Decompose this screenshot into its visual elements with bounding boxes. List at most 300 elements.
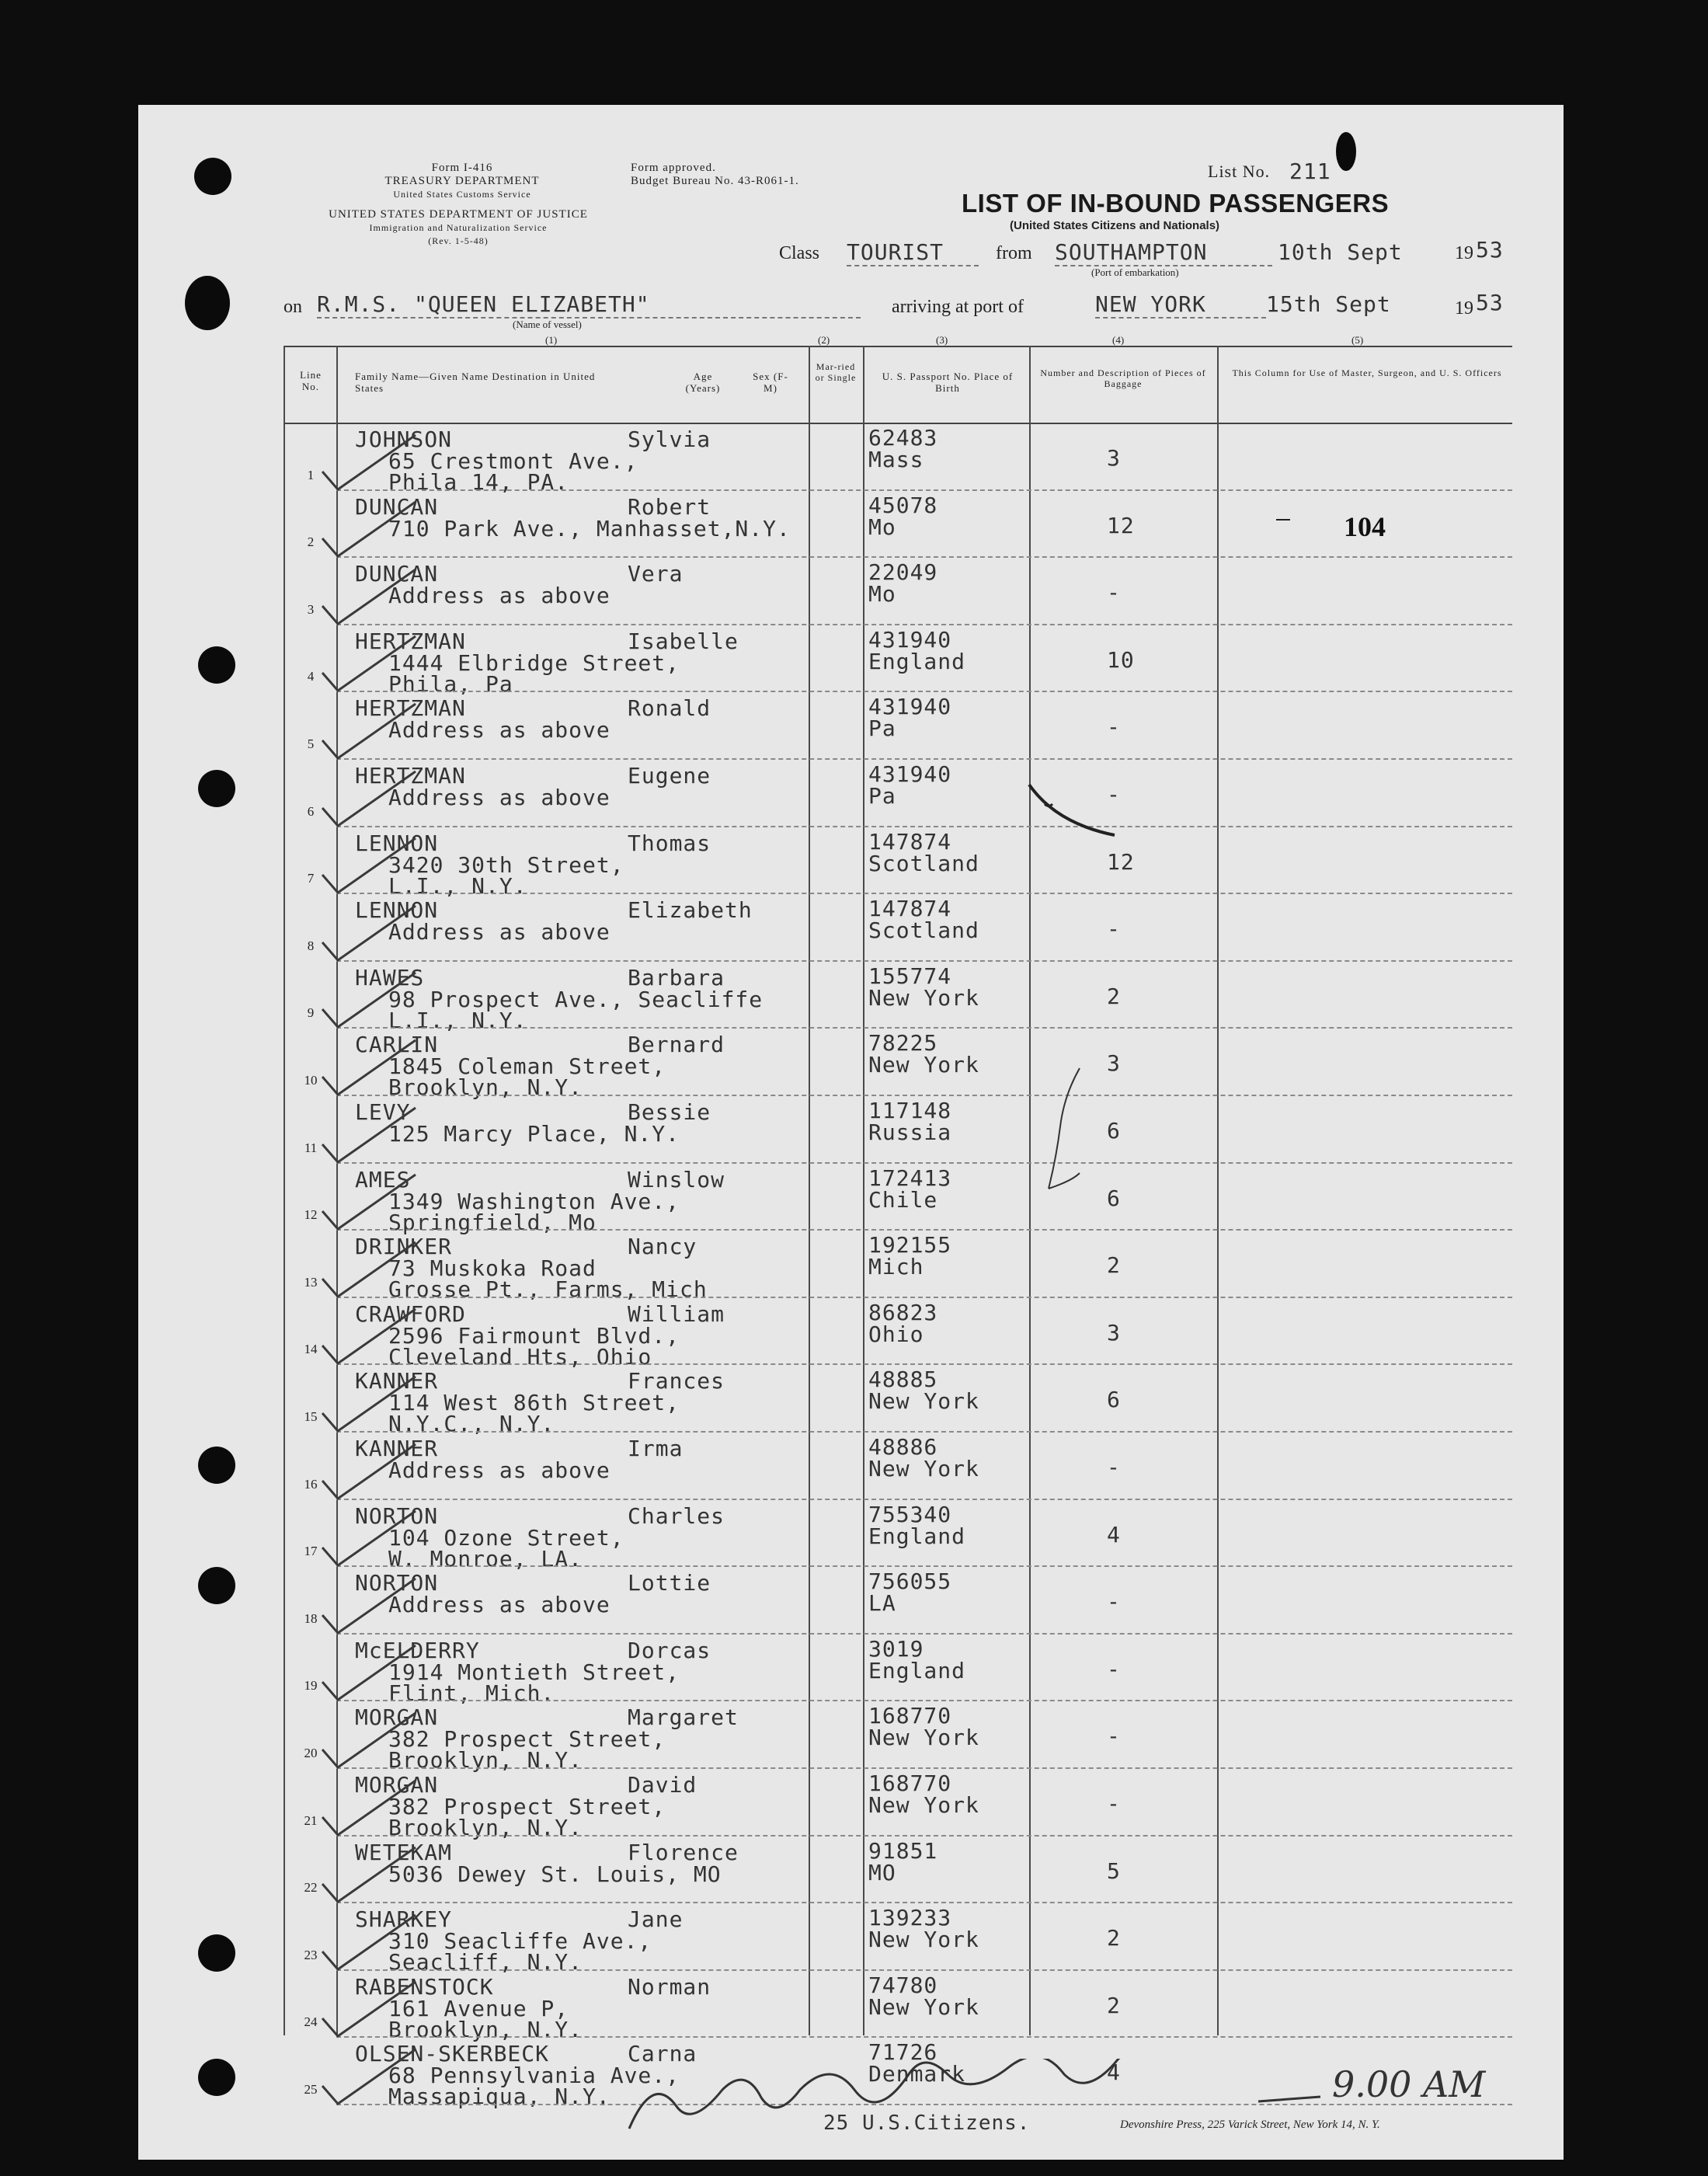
col-number-3: (3) bbox=[936, 334, 948, 346]
place-of-birth: Pa bbox=[868, 715, 896, 742]
table-row bbox=[284, 692, 1512, 760]
line-number: 15 bbox=[304, 1408, 318, 1424]
place-of-birth: MO bbox=[868, 1859, 896, 1885]
baggage-count: - bbox=[1107, 782, 1121, 807]
place-of-birth: Ohio bbox=[868, 1321, 924, 1347]
family-name: NORTON bbox=[355, 1570, 439, 1596]
class-value: TOURIST bbox=[847, 239, 979, 266]
address-line: Cleveland Hts, Ohio bbox=[388, 1343, 652, 1370]
officer-mark: 104 bbox=[1344, 511, 1386, 542]
printer-imprint: Devonshire Press, 225 Varick Street, New York 14, N. Y. bbox=[1120, 2119, 1380, 2131]
place-of-birth: England bbox=[868, 1523, 966, 1549]
passport-number: 48885 bbox=[868, 1367, 938, 1393]
family-name: LENNON bbox=[355, 830, 439, 856]
col-number-4: (4) bbox=[1112, 334, 1125, 346]
given-name: Vera bbox=[628, 561, 684, 587]
baggage-count: 10 bbox=[1107, 646, 1135, 673]
address-line: 382 Prospect Street, bbox=[388, 1794, 666, 1819]
line-number: 11 bbox=[304, 1140, 318, 1155]
check-mark-icon bbox=[318, 900, 419, 962]
passport-number: 71726 bbox=[868, 2039, 938, 2066]
address-line: 65 Crestmont Ave., bbox=[388, 448, 638, 474]
ins-line: Immigration and Naturalization Service bbox=[369, 222, 548, 233]
passport-number: 22049 bbox=[868, 559, 938, 586]
family-name: CARLIN bbox=[355, 1032, 439, 1058]
check-mark-icon bbox=[318, 1303, 419, 1365]
family-name: AMES bbox=[355, 1166, 411, 1192]
table-row bbox=[284, 423, 1512, 495]
passport-number: 139233 bbox=[868, 1905, 952, 1931]
line-number: 18 bbox=[304, 1610, 318, 1626]
place-of-birth: Mo bbox=[868, 581, 896, 608]
passport-number: 155774 bbox=[868, 963, 952, 989]
baggage-count: 12 bbox=[1107, 512, 1135, 538]
form-id-block bbox=[346, 162, 579, 201]
passenger-total: 25 U.S.Citizens. bbox=[823, 2112, 1031, 2135]
given-name: David bbox=[628, 1772, 697, 1798]
table-row bbox=[284, 1635, 1512, 1706]
address-line: Address as above bbox=[388, 717, 610, 743]
depart-year-prefix: 19 bbox=[1455, 243, 1473, 263]
place-of-birth: New York bbox=[868, 984, 979, 1011]
line-number: 6 bbox=[307, 803, 315, 819]
given-name: Dorcas bbox=[628, 1637, 711, 1663]
passport-number: 431940 bbox=[868, 694, 952, 720]
address-line: 1349 Washington Ave., bbox=[388, 1188, 680, 1214]
address-line: Brooklyn, N.Y. bbox=[388, 2016, 583, 2042]
table-row bbox=[284, 1433, 1512, 1500]
from-value: SOUTHAMPTON bbox=[1055, 239, 1272, 266]
given-name: Lottie bbox=[628, 1570, 711, 1596]
address-line: L.I., N.Y. bbox=[388, 872, 527, 899]
family-name: DUNCAN bbox=[355, 493, 439, 520]
given-name: Eugene bbox=[628, 763, 711, 789]
baggage-count: 6 bbox=[1107, 1387, 1121, 1413]
customs-service: United States Customs Service bbox=[393, 189, 531, 200]
check-mark-icon bbox=[318, 1034, 419, 1096]
baggage-count: 4 bbox=[1107, 1521, 1121, 1548]
place-of-birth: New York bbox=[868, 1993, 979, 2020]
col-number-1: (1) bbox=[545, 334, 558, 346]
family-name: WETEKAM bbox=[355, 1839, 453, 1865]
passport-number: 147874 bbox=[868, 828, 952, 855]
col-header-passport: U. S. Passport No. Place of Birth bbox=[882, 371, 1014, 394]
line-number: 14 bbox=[304, 1342, 318, 1357]
line-number: 17 bbox=[304, 1544, 318, 1559]
address-line: W. Monroe, LA. bbox=[388, 1545, 583, 1572]
line-number: 22 bbox=[304, 1880, 318, 1896]
punch-mark bbox=[1336, 132, 1356, 171]
place-of-birth: New York bbox=[868, 1388, 979, 1415]
address-line: 73 Muskoka Road bbox=[388, 1255, 597, 1282]
family-name: LENNON bbox=[355, 897, 439, 924]
check-mark-icon bbox=[318, 429, 419, 491]
check-mark-icon bbox=[318, 1774, 419, 1837]
given-name: Robert bbox=[628, 493, 711, 520]
family-name: HERTZMAN bbox=[355, 763, 466, 789]
place-of-birth: LA bbox=[868, 1590, 896, 1617]
justice-dept: UNITED STATES DEPARTMENT OF JUSTICE bbox=[329, 208, 588, 221]
port-value: NEW YORK bbox=[1095, 291, 1266, 319]
check-mark-icon bbox=[318, 966, 419, 1029]
line-number: 16 bbox=[304, 1476, 318, 1492]
document-subtitle: (United States Citizens and Nationals) bbox=[1010, 219, 1220, 232]
check-mark-icon bbox=[318, 765, 419, 827]
address-line: Brooklyn, N.Y. bbox=[388, 1815, 583, 1840]
baggage-count: 6 bbox=[1107, 1185, 1121, 1211]
place-of-birth: Scotland bbox=[868, 917, 979, 944]
baggage-count: 2 bbox=[1107, 1925, 1121, 1951]
given-name: Jane bbox=[628, 1906, 684, 1933]
place-of-birth: Denmark bbox=[868, 2061, 966, 2087]
binder-hole bbox=[198, 1934, 235, 1972]
handwritten-brace-mark bbox=[1041, 1064, 1087, 1196]
line-number: 9 bbox=[307, 1005, 315, 1021]
check-mark-icon bbox=[318, 630, 419, 692]
baggage-count: - bbox=[1107, 714, 1121, 740]
address-line: L.I., N.Y. bbox=[388, 1007, 527, 1033]
table-row bbox=[284, 1298, 1512, 1370]
passport-number: 74780 bbox=[868, 1972, 938, 1998]
address-line: Massapiqua, N.Y. bbox=[388, 2084, 610, 2110]
line-number: 5 bbox=[307, 736, 315, 751]
line-number: 20 bbox=[304, 1745, 318, 1760]
line-number: 1 bbox=[307, 467, 315, 482]
binder-hole bbox=[194, 158, 231, 195]
baggage-count: 3 bbox=[1107, 445, 1121, 471]
check-mark-icon bbox=[318, 1841, 419, 1903]
place-of-birth: Mo bbox=[868, 514, 896, 540]
line-number: 4 bbox=[307, 669, 315, 684]
baggage-count: 2 bbox=[1107, 1992, 1121, 2018]
passport-number: 86823 bbox=[868, 1299, 938, 1325]
given-name: Carna bbox=[628, 2041, 697, 2067]
col-header-line: Line No. bbox=[300, 369, 322, 392]
col-header-married: Mar-ried or Single bbox=[815, 361, 857, 383]
address-line: Address as above bbox=[388, 1592, 610, 1618]
given-name: Nancy bbox=[628, 1234, 697, 1260]
place-of-birth: Russia bbox=[868, 1119, 952, 1145]
given-name: Margaret bbox=[628, 1704, 739, 1731]
line-number: 25 bbox=[304, 2081, 318, 2097]
baggage-count: - bbox=[1107, 1791, 1121, 1816]
check-mark-icon bbox=[318, 698, 419, 760]
line-number: 13 bbox=[304, 1274, 318, 1290]
table-row bbox=[284, 894, 1512, 962]
address-line: 114 West 86th Street, bbox=[388, 1390, 680, 1416]
line-number: 2 bbox=[307, 534, 315, 550]
family-name: JOHNSON bbox=[355, 426, 453, 452]
baggage-count: - bbox=[1107, 916, 1121, 942]
vessel-name: R.M.S. "QUEEN ELIZABETH" bbox=[317, 291, 861, 319]
line-number: 19 bbox=[304, 1678, 318, 1694]
table-row bbox=[284, 558, 1512, 625]
passport-number: 91851 bbox=[868, 1837, 938, 1864]
place-of-birth: Mass bbox=[868, 447, 924, 472]
check-mark-icon bbox=[318, 1168, 419, 1231]
place-of-birth: New York bbox=[868, 1792, 979, 1818]
arriving-label: arriving at port of bbox=[892, 297, 1024, 317]
table-row bbox=[284, 760, 1512, 827]
depart-year: 53 bbox=[1476, 237, 1504, 263]
place-of-birth: New York bbox=[868, 1725, 979, 1751]
on-label: on bbox=[284, 297, 302, 317]
table-row bbox=[284, 1500, 1512, 1572]
check-mark-icon bbox=[318, 496, 419, 558]
table-row bbox=[284, 1971, 1512, 2042]
given-name: Barbara bbox=[628, 964, 725, 991]
passport-number: 431940 bbox=[868, 761, 952, 787]
document-title: LIST OF IN-BOUND PASSENGERS bbox=[962, 189, 1390, 218]
family-name: DUNCAN bbox=[355, 561, 439, 587]
budget-bureau-note: Budget Bureau No. 43-R061-1. bbox=[631, 175, 799, 187]
line-number: 7 bbox=[307, 871, 315, 886]
check-mark-icon bbox=[318, 2043, 419, 2105]
baggage-count: 4 bbox=[1107, 2059, 1121, 2086]
binder-hole bbox=[185, 276, 230, 330]
family-name: HERTZMAN bbox=[355, 695, 466, 722]
check-mark-icon bbox=[318, 1438, 419, 1500]
baggage-count: 12 bbox=[1107, 848, 1135, 875]
address-line: 98 Prospect Ave., Seacliffe bbox=[388, 986, 764, 1012]
table-row bbox=[284, 962, 1512, 1033]
family-name: DRINKER bbox=[355, 1234, 453, 1260]
col-header-baggage: Number and Description of Pieces of Baggage bbox=[1040, 367, 1206, 389]
passport-number: 172413 bbox=[868, 1165, 952, 1191]
address-line: 68 Pennsylvania Ave., bbox=[388, 2063, 680, 2089]
baggage-count: - bbox=[1107, 1656, 1121, 1682]
place-of-birth: New York bbox=[868, 1052, 979, 1078]
address-line: Flint, Mich. bbox=[388, 1680, 555, 1706]
binder-hole bbox=[198, 1447, 235, 1484]
address-line: N.Y.C., N.Y. bbox=[388, 1411, 555, 1437]
baggage-count: 5 bbox=[1107, 1857, 1121, 1884]
passport-number: 78225 bbox=[868, 1030, 938, 1057]
table-row bbox=[284, 1769, 1512, 1840]
address-line: 1914 Montieth Street, bbox=[388, 1659, 680, 1685]
baggage-count: - bbox=[1107, 1723, 1121, 1750]
baggage-count: - bbox=[1107, 580, 1121, 606]
check-mark-icon bbox=[318, 1976, 419, 2038]
baggage-count: - bbox=[1107, 1454, 1121, 1480]
col-header-officers: This Column for Use of Master, Surgeon, and U. S. Officers bbox=[1232, 367, 1502, 378]
depart-date: 10th Sept bbox=[1278, 239, 1403, 265]
place-of-birth: Pa bbox=[868, 783, 896, 809]
address-line: Grosse Pt., Farms, Mich bbox=[388, 1276, 708, 1303]
passport-number: 45078 bbox=[868, 492, 938, 518]
baggage-count: 2 bbox=[1107, 983, 1121, 1009]
given-name: William bbox=[628, 1300, 725, 1327]
passport-number: 168770 bbox=[868, 1703, 952, 1729]
check-mark-icon bbox=[318, 563, 419, 625]
address-line: Address as above bbox=[388, 919, 610, 945]
baggage-count: 6 bbox=[1107, 1118, 1121, 1144]
vessel-note: (Name of vessel) bbox=[513, 319, 582, 330]
check-mark-icon bbox=[318, 1909, 419, 1971]
table-row bbox=[284, 491, 1512, 559]
given-name: Irma bbox=[628, 1436, 684, 1461]
address-line: 5036 Dewey St. Louis, MO bbox=[388, 1861, 722, 1887]
address-line: 161 Avenue P, bbox=[388, 1995, 569, 2021]
line-number: 24 bbox=[304, 2014, 318, 2030]
address-line: 104 Ozone Street, bbox=[388, 1524, 624, 1551]
baggage-count: 3 bbox=[1107, 1319, 1121, 1346]
arrive-date: 15th Sept bbox=[1266, 291, 1391, 317]
address-line: Brooklyn, N.Y. bbox=[388, 1747, 583, 1774]
table-row bbox=[284, 1365, 1512, 1437]
approval-block bbox=[631, 162, 799, 188]
family-name: HERTZMAN bbox=[355, 628, 466, 654]
binder-hole bbox=[198, 646, 235, 684]
line-number: 23 bbox=[304, 1947, 318, 1962]
table-row bbox=[284, 1701, 1512, 1774]
given-name: Ronald bbox=[628, 695, 711, 722]
place-of-birth: New York bbox=[868, 1456, 979, 1481]
table-row bbox=[284, 827, 1512, 899]
address-line: Phila, Pa bbox=[388, 670, 513, 697]
address-line: Springfield, Mo bbox=[388, 1209, 597, 1235]
family-name: SHARKEY bbox=[355, 1906, 453, 1933]
given-name: Bessie bbox=[628, 1099, 711, 1125]
given-name: Elizabeth bbox=[628, 897, 753, 924]
place-of-birth: Scotland bbox=[868, 850, 979, 876]
address-line: Address as above bbox=[388, 785, 610, 810]
passport-number: 48886 bbox=[868, 1434, 938, 1460]
table-row bbox=[284, 1903, 1512, 1976]
given-name: Bernard bbox=[628, 1032, 725, 1058]
line-number: 21 bbox=[304, 1812, 318, 1828]
line-number: 10 bbox=[304, 1072, 318, 1088]
list-no-value: 211 bbox=[1289, 158, 1331, 184]
family-name: KANNER bbox=[355, 1368, 439, 1394]
arrive-year-prefix: 19 bbox=[1455, 298, 1473, 319]
form-number: Form I-416 bbox=[431, 162, 493, 174]
address-line: Phila 14, PA. bbox=[388, 469, 569, 495]
address-line: 1845 Coleman Street, bbox=[388, 1053, 666, 1080]
place-of-birth: England bbox=[868, 648, 966, 674]
treasury-dept: TREASURY DEPARTMENT bbox=[384, 175, 540, 187]
list-no-label: List No. bbox=[1208, 162, 1271, 181]
baggage-count: 2 bbox=[1107, 1252, 1121, 1279]
family-name: HAWES bbox=[355, 964, 425, 991]
passport-number: 192155 bbox=[868, 1232, 952, 1259]
passport-number: 62483 bbox=[868, 425, 938, 451]
address-line: 310 Seacliffe Ave., bbox=[388, 1928, 652, 1955]
place-of-birth: Mich bbox=[868, 1254, 924, 1280]
place-of-birth: England bbox=[868, 1657, 966, 1683]
check-mark-icon bbox=[318, 1236, 419, 1298]
address-line: Brooklyn, N.Y. bbox=[388, 1074, 583, 1101]
family-name: LEVY bbox=[355, 1099, 411, 1125]
family-name: RABENSTOCK bbox=[355, 1973, 494, 2000]
family-name: MORGAN bbox=[355, 1704, 439, 1731]
family-name: KANNER bbox=[355, 1436, 439, 1461]
line-number: 12 bbox=[304, 1207, 318, 1223]
family-name: McELDERRY bbox=[355, 1637, 480, 1663]
from-label: from bbox=[996, 243, 1032, 263]
table-row bbox=[284, 1164, 1512, 1235]
given-name: Norman bbox=[628, 1973, 711, 2000]
class-label: Class bbox=[779, 243, 820, 263]
address-line: 382 Prospect Street, bbox=[388, 1726, 666, 1753]
passport-number: 117148 bbox=[868, 1098, 952, 1123]
officer-dash bbox=[1276, 519, 1290, 520]
revision-line: (Rev. 1-5-48) bbox=[428, 235, 489, 246]
table-row bbox=[284, 625, 1512, 697]
passport-number: 168770 bbox=[868, 1770, 952, 1796]
address-line: Seacliff, N.Y. bbox=[388, 1949, 583, 1976]
address-line: 710 Park Ave., Manhasset,N.Y. bbox=[388, 515, 791, 541]
check-mark-icon bbox=[318, 832, 419, 894]
check-mark-icon bbox=[318, 1505, 419, 1567]
binder-hole bbox=[198, 2059, 235, 2096]
given-name: Florence bbox=[628, 1839, 739, 1865]
given-name: Charles bbox=[628, 1502, 725, 1529]
passport-number: 3019 bbox=[868, 1635, 924, 1662]
address-line: 125 Marcy Place, N.Y. bbox=[388, 1121, 680, 1147]
col-number-2: (2) bbox=[818, 334, 830, 346]
family-name: NORTON bbox=[355, 1502, 439, 1529]
col-number-5: (5) bbox=[1351, 334, 1364, 346]
embark-note: (Port of embarkation) bbox=[1091, 266, 1179, 278]
baggage-count: - bbox=[1107, 1589, 1121, 1615]
line-number: 8 bbox=[307, 938, 315, 953]
signature-time: 9.00 AM bbox=[1332, 2063, 1486, 2105]
table-row bbox=[284, 1096, 1512, 1164]
check-mark-icon bbox=[318, 1370, 419, 1433]
given-name: Winslow bbox=[628, 1166, 725, 1192]
given-name: Sylvia bbox=[628, 426, 711, 452]
given-name: Isabelle bbox=[628, 628, 739, 654]
address-line: 1444 Elbridge Street, bbox=[388, 649, 680, 676]
binder-hole bbox=[198, 770, 235, 807]
place-of-birth: New York bbox=[868, 1927, 979, 1953]
address-line: Address as above bbox=[388, 1457, 610, 1483]
passport-number: 431940 bbox=[868, 626, 952, 653]
col-header-sex: Sex (F-M) bbox=[753, 371, 788, 394]
check-mark-icon bbox=[318, 1707, 419, 1769]
arrive-year: 53 bbox=[1476, 290, 1504, 315]
place-of-birth: Chile bbox=[868, 1186, 938, 1213]
passport-number: 756055 bbox=[868, 1568, 952, 1595]
table-row bbox=[284, 1567, 1512, 1635]
given-name: Thomas bbox=[628, 830, 711, 856]
handwritten-bracket-mark bbox=[1025, 777, 1118, 839]
line-number: 3 bbox=[307, 601, 315, 617]
check-mark-icon bbox=[318, 1572, 419, 1635]
form-approved-note: Form approved. bbox=[631, 162, 716, 174]
check-mark-icon bbox=[318, 1639, 419, 1701]
family-name: CRAWFORD bbox=[355, 1300, 466, 1327]
col-header-name: Family Name—Given Name Destination in United States bbox=[355, 371, 596, 394]
justice-block bbox=[284, 208, 633, 248]
passport-number: 147874 bbox=[868, 896, 952, 922]
passport-number: 755340 bbox=[868, 1501, 952, 1527]
table-row bbox=[284, 1231, 1512, 1303]
binder-hole bbox=[198, 1567, 235, 1604]
address-line: 2596 Fairmount Blvd., bbox=[388, 1322, 680, 1349]
check-mark-icon bbox=[318, 1102, 419, 1164]
address-line: 3420 30th Street, bbox=[388, 851, 624, 878]
family-name: OLSEN-SKERBECK bbox=[355, 2041, 550, 2067]
address-line: Address as above bbox=[388, 583, 610, 609]
given-name: Frances bbox=[628, 1368, 725, 1394]
baggage-count: 3 bbox=[1107, 1050, 1121, 1077]
col-header-age: Age (Years) bbox=[685, 371, 721, 394]
family-name: MORGAN bbox=[355, 1772, 439, 1798]
table-row bbox=[284, 1029, 1512, 1101]
table-row bbox=[284, 1837, 1512, 1904]
